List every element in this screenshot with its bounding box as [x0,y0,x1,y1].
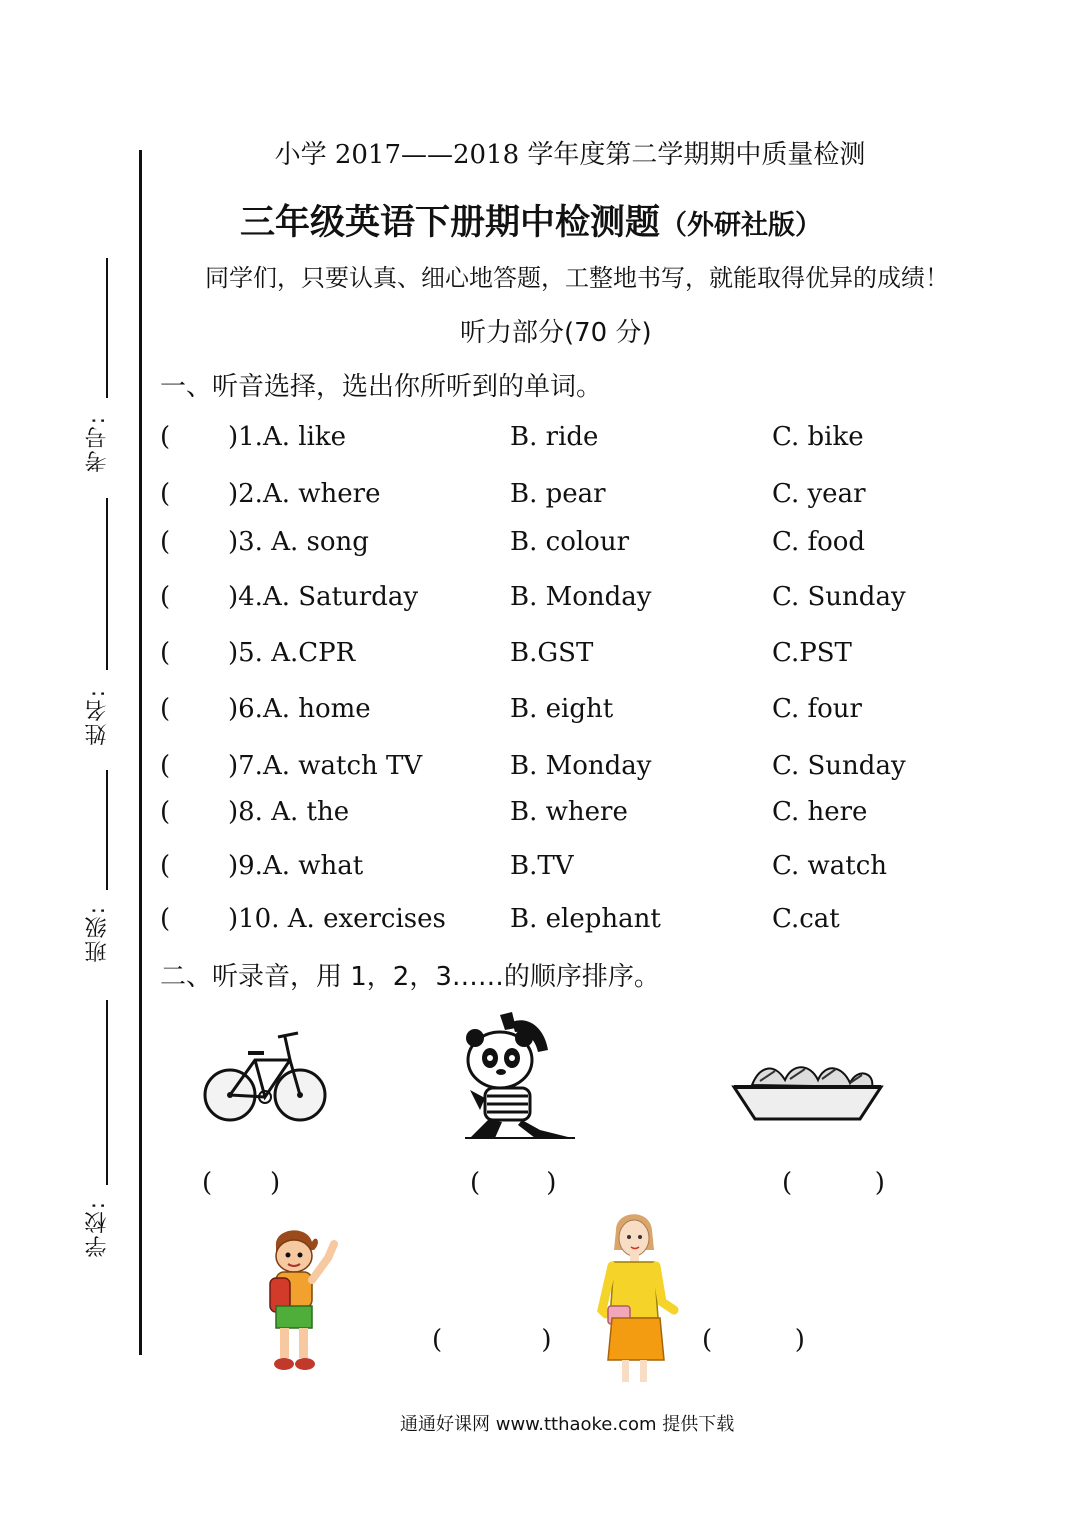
binding-line [139,150,142,1355]
option-c: C. year [772,479,866,509]
option-c: C.cat [772,904,840,934]
option-b: B. eight [510,694,614,724]
option-c: C. food [772,527,866,557]
footer-credit: 通通好课网 www.tthaoke.com 提供下载 [400,1414,735,1435]
question-row [160,694,940,734]
class-label: 班级: [85,905,110,963]
bicycle-picture [200,1025,330,1125]
answer-paren[interactable]: ( [160,479,171,509]
option-a: )5. A.CPR [228,638,356,668]
question-row [160,638,940,678]
answer-blank-panda[interactable]: ( ) [470,1168,557,1198]
option-b: B. ride [510,422,599,452]
option-b: B. pear [510,479,606,509]
encouragement-text: 同学们，只要认真、细心地答题，工整地书写，就能取得优异的成绩！ [205,264,949,292]
answer-blank-boy[interactable]: ( ) [432,1325,552,1355]
exam-title-main: 三年级英语下册期中检测题 [240,203,661,243]
listening-part-heading: 听力部分(70 分) [460,318,652,348]
section2-title: 二、听录音，用 1，2，3……的顺序排序。 [160,962,660,992]
answer-paren[interactable]: ( [160,638,171,668]
exam-no-label: 考号: [85,415,110,473]
exam-no-line [106,258,108,398]
option-c: C. watch [772,851,888,881]
option-c: C.PST [772,638,852,668]
answer-paren[interactable]: ( [160,582,171,612]
answer-blank-food[interactable]: ( ) [782,1168,885,1198]
answer-blank-woman[interactable]: ( ) [702,1325,805,1355]
boy-picture [262,1228,344,1376]
name-line [106,498,108,670]
answer-blank-bicycle[interactable]: ( ) [202,1168,281,1198]
woman-picture [592,1210,692,1388]
answer-paren[interactable]: ( [160,751,171,781]
name-label: 姓名: [85,688,110,746]
question-row [160,582,940,622]
option-a: )4.A. Saturday [228,582,419,612]
answer-paren[interactable]: ( [160,694,171,724]
question-row [160,851,940,891]
option-c: C. bike [772,422,864,452]
option-b: B. elephant [510,904,661,934]
option-a: )3. A. song [228,527,369,557]
answer-paren[interactable]: ( [160,904,171,934]
answer-paren[interactable]: ( [160,851,171,881]
answer-paren[interactable]: ( [160,527,171,557]
option-b: B. Monday [510,751,652,781]
option-a: )2.A. where [228,479,381,509]
panda-picture [460,1010,580,1140]
option-a: )9.A. what [228,851,364,881]
food-bowl-picture [730,1055,885,1130]
question-row [160,751,940,791]
class-line [106,770,108,890]
option-b: B.TV [510,851,574,881]
option-a: )1.A. like [228,422,347,452]
option-c: C. four [772,694,862,724]
option-c: C. here [772,797,868,827]
option-c: C. Sunday [772,751,906,781]
section1-title: 一、听音选择，选出你所听到的单词。 [160,372,603,402]
school-line [106,1000,108,1185]
option-b: B. Monday [510,582,652,612]
question-row [160,422,940,462]
question-row [160,527,940,567]
question-row [160,479,940,519]
option-a: )7.A. watch TV [228,751,423,781]
answer-paren[interactable]: ( [160,422,171,452]
option-b: B.GST [510,638,594,668]
question-row [160,797,940,837]
question-row [160,904,940,944]
option-a: )8. A. the [228,797,350,827]
option-a: )6.A. home [228,694,371,724]
exam-title-edition: （外研社版） [660,210,823,241]
option-b: B. colour [510,527,629,557]
option-c: C. Sunday [772,582,906,612]
exam-title [240,195,880,245]
option-a: )10. A. exercises [228,904,446,934]
answer-paren[interactable]: ( [160,797,171,827]
exam-subtitle: 小学 2017——2018 学年度第二学期期中质量检测 [274,140,866,170]
school-label: 学校: [85,1200,110,1258]
option-b: B. where [510,797,628,827]
